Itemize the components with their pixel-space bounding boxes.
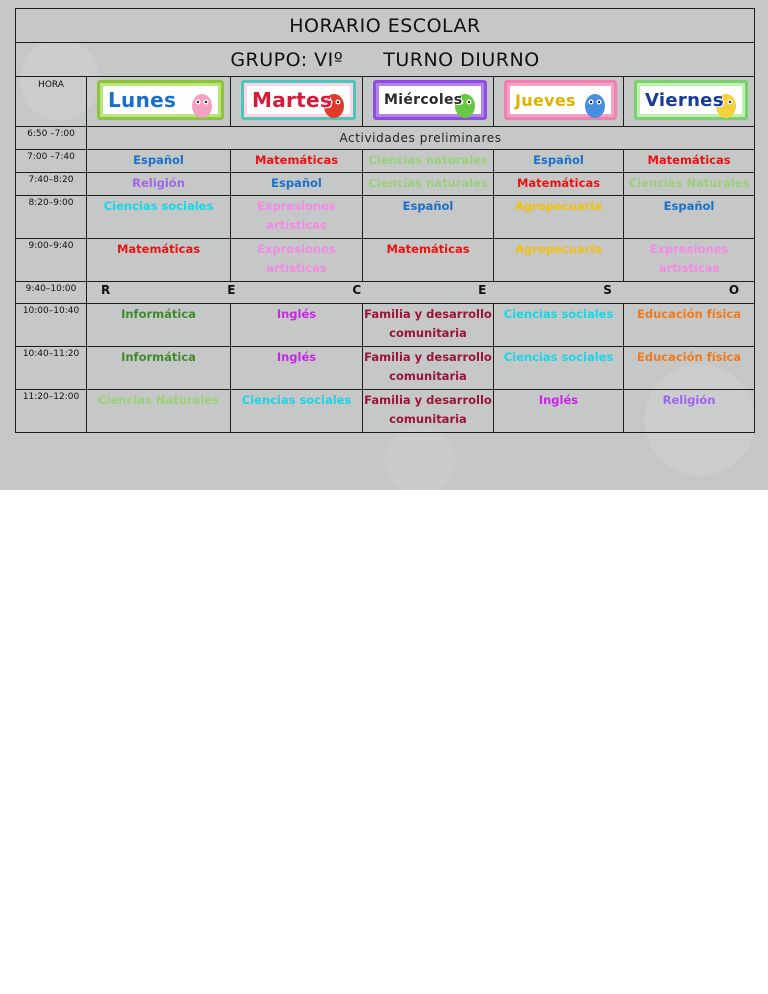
group-row [16,43,755,77]
recess-letter: O [728,283,740,297]
schedule-table [15,8,755,433]
schedule-row [16,127,755,150]
recess-letter: R [101,283,111,297]
day-header-martes [231,77,363,127]
subject-cell: Religión [624,390,755,433]
recess-row [16,282,755,304]
group-label: GRUPO: VIº [230,48,344,71]
cartoon-character-icon [189,87,215,119]
subject-cell: Matemáticas [494,173,624,196]
day-label: Viernes [645,89,724,111]
subject-cell: Ciencias sociales [494,347,624,390]
title-text: HORARIO ESCOLAR [289,14,481,37]
subject-cell: Español [494,150,624,173]
day-header-miercoles [363,77,494,127]
subject-cell: Español [87,150,231,173]
schedule-row [16,150,755,173]
day-badge [504,80,617,120]
recess-letter: C [352,283,362,297]
day-label: Martes [252,88,333,112]
recess-letter: S [603,283,612,297]
subject-cell: Inglés [231,347,363,390]
subject-cell: Matemáticas [231,150,363,173]
schedule-row [16,173,755,196]
subject-cell: Familia y desarrollo comunitaria [363,390,494,433]
subject-cell: Ciencias Naturales [624,173,755,196]
subject-cell: Informática [87,347,231,390]
day-label: Jueves [515,90,576,110]
subject-cell: Expresiones artísticas [624,239,755,282]
preliminary-activities: Actividades preliminares [87,127,755,150]
cartoon-character-icon [582,87,608,119]
time-slot: 9:00–9:40 [16,239,87,282]
subject-cell: Agropecuaria [494,239,624,282]
day-label: Lunes [108,88,177,112]
subject-cell: Ciencias naturales [363,150,494,173]
subject-cell: Educación física [624,347,755,390]
schedule-row [16,390,755,433]
recess-letter: E [227,283,236,297]
day-label: Miércoles [384,92,463,108]
subject-cell: Inglés [231,304,363,347]
time-slot: 10:40–11:20 [16,347,87,390]
subject-cell: Español [624,196,755,239]
subject-cell: Ciencias sociales [87,196,231,239]
recess-label [87,282,754,297]
schedule-title [16,9,755,43]
subject-cell: Ciencias sociales [494,304,624,347]
time-slot: 11:20–12:00 [16,390,87,433]
time-slot: 7:00 –7:40 [16,150,87,173]
recess-cell [87,282,755,304]
subject-cell: Educación física [624,304,755,347]
subject-cell: Matemáticas [87,239,231,282]
hora-header: HORA [16,77,87,127]
subject-cell: Inglés [494,390,624,433]
subject-cell: Agropecuaria [494,196,624,239]
subject-cell: Religión [87,173,231,196]
subject-cell: Ciencias sociales [231,390,363,433]
subject-cell: Informática [87,304,231,347]
recess-letter: E [478,283,487,297]
day-header-row [16,77,755,127]
subject-cell: Expresiones artísticas [231,239,363,282]
shift-label: TURNO DIURNO [383,48,540,71]
day-badge [634,80,748,120]
subject-cell: Matemáticas [624,150,755,173]
schedule-row [16,347,755,390]
schedule-row [16,304,755,347]
day-header-jueves [494,77,624,127]
subject-cell: Expresiones artísticas [231,196,363,239]
subject-cell: Ciencias naturales [363,173,494,196]
day-badge [241,80,356,120]
subject-cell: Familia y desarrollo comunitaria [363,304,494,347]
day-badge [97,80,224,120]
day-badge [373,80,487,120]
schedule-row [16,239,755,282]
time-slot: 7:40–8:20 [16,173,87,196]
day-header-lunes [87,77,231,127]
subject-cell: Matemáticas [363,239,494,282]
time-slot: 9:40–10:00 [16,282,87,304]
subject-cell: Familia y desarrollo comunitaria [363,347,494,390]
subject-cell: Español [231,173,363,196]
time-slot: 6:50 –7:00 [16,127,87,150]
day-header-viernes [624,77,755,127]
schedule-sheet [0,0,768,490]
subject-cell: Ciencias Naturales [87,390,231,433]
schedule-row [16,196,755,239]
time-slot: 8:20–9:00 [16,196,87,239]
time-slot: 10:00–10:40 [16,304,87,347]
subject-cell: Español [363,196,494,239]
